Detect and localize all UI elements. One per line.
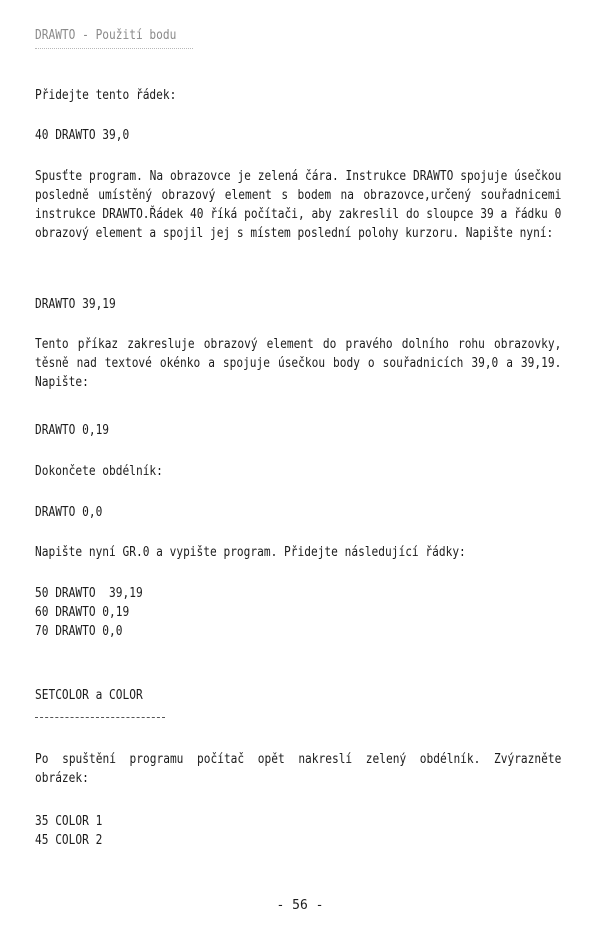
paragraph-finish-rectangle: Dokončete obdélník: xyxy=(35,464,163,479)
code-line-50: 50 DRAWTO 39,19 xyxy=(35,586,143,601)
code-line-40: 40 DRAWTO 39,0 xyxy=(35,128,130,143)
code-line-70: 70 DRAWTO 0,0 xyxy=(35,624,123,639)
paragraph-drawto-explanation: Spusťte program. Na obrazovce je zelená čára. Instrukce DRAWTO spojuje úsečkou posledně umístěný obrazový element s bodem na obrazovce,určený souřadnicemi instrukce DRAWTO.Řádek 40 říká počítači, aby zakreslil do sloupce 39 a řádku 0 obrazový element a spojil jej s místem poslední polohy kurzoru. Napište nyní: xyxy=(35,169,562,241)
code-line-60: 60 DRAWTO 0,19 xyxy=(35,605,130,620)
code-line-45: 45 COLOR 2 xyxy=(35,833,103,848)
code-drawto-39-19: DRAWTO 39,19 xyxy=(35,297,116,312)
section-title-underline xyxy=(35,717,165,718)
paragraph-bottom-right: Tento příkaz zakresluje obrazový element do pravého dolního rohu obrazovky, těsně nad textové okénko a spojuje úsečkou body o souřadnicích 39,0 a 39,19. Napište: xyxy=(35,337,562,390)
header-underline xyxy=(35,48,193,49)
code-line-35: 35 COLOR 1 xyxy=(35,814,103,829)
intro-line: Přidejte tento řádek: xyxy=(35,88,177,103)
page-number: - 56 - xyxy=(276,898,324,913)
code-drawto-0-19: DRAWTO 0,19 xyxy=(35,423,110,438)
running-header: DRAWTO - Použití bodu xyxy=(35,28,177,43)
paragraph-color-intro: Po spuštění programu počítač opět nakreslí zelený obdélník. Zvýrazněte obrázek: xyxy=(35,752,562,786)
code-drawto-0-0: DRAWTO 0,0 xyxy=(35,505,103,520)
paragraph-add-lines: Napište nyní GR.0 a vypište program. Přidejte následující řádky: xyxy=(35,545,466,560)
section-title: SETCOLOR a COLOR xyxy=(35,688,143,703)
